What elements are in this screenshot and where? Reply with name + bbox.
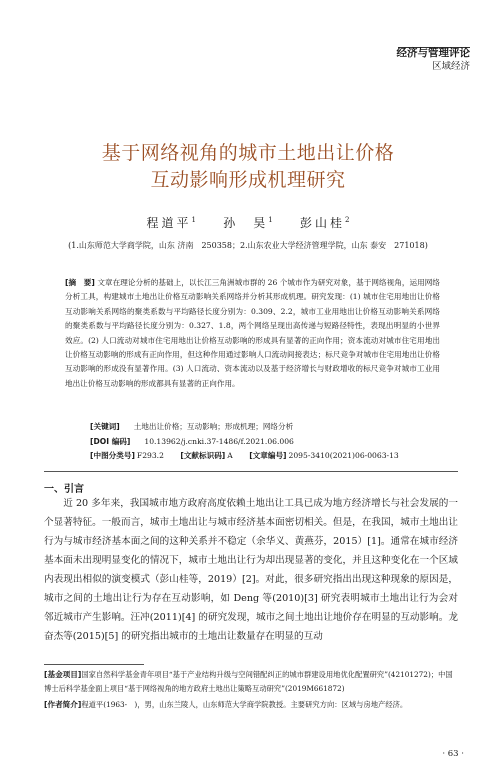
author-name: 彭山桂 xyxy=(300,216,346,230)
paper-title xyxy=(0,140,496,194)
body-text xyxy=(44,494,458,646)
journal-name: 经济与管理评论 xyxy=(396,47,470,59)
page-number: · 63 · xyxy=(442,749,464,759)
fund-label: [基金项目] xyxy=(44,670,82,679)
author-name: 孙 昊 xyxy=(223,216,269,230)
clc-label: [中图分类号] xyxy=(90,451,135,460)
column-name: 区域经济 xyxy=(431,61,470,72)
article-meta xyxy=(90,420,413,464)
author-affil-mark: 2 xyxy=(345,216,350,224)
keywords-label: [关键词] xyxy=(90,422,120,431)
abstract-text: 文章在理论分析的基础上，以长江三角洲城市群的 26 个城市作为研究对象，基于网络视角，运用网络分析工具，构建城市土地出让价格互动影响关系网络并分析其形成机理。研究发现：(1) 城市住宅用地出让价格互动影响关系网络的聚类系数与平均路径长度分别为：0.309、2.2，城市工业用地出让价格互动影响关系网络的聚类系数与平均路径长度分别为：0.327、1.8，两个网络呈现出高传递与短路径特性，表现出明显的小世界效应。(2) 人口流动对城市住宅用地出让价格互动影响的形成具有显著的正向作用；资本流动对城市住宅用地出让价格互动影响的形成有正向作用，但这种作用通过影响人口流动间接表达；标尺竞争对城市住宅用地出让价格互动影响的形成没有显著作用。(3) 人口流动、资本流动以及基于经济增长与财政增收的标尺竞争对城市工业用地出让价格互动影响的形成都具有显著的正向作用。 xyxy=(65,278,440,388)
clc: F293.2 xyxy=(136,451,164,460)
title-line-1: 基于网络视角的城市土地出让价格 xyxy=(101,142,395,164)
author-bio-text: 程道平(1963- )，男，山东兰陵人，山东师范大学商学院教授。主要研究方向：区域与房地产经济。 xyxy=(81,700,408,710)
body-paragraph: 近 20 多年来，我国城市地方政府高度依赖土地出让工具已成为地方经济增长与社会发展的一个显著特征。一般而言，城市土地出让与城市经济基本面密切相关。但是，在我国，城市土地出让行为与城市经济基本面之间的这种关系并不稳定（余华义、黄燕芬，2015）[1]。通常在城市经济基本面未出现明显变化的情况下，城市土地出让行为却出现显著的变化，并且这种变化在一个区域内表现出相似的演变模式（彭山桂等，2019）[2]。对此，很多研究指出出现这种现象的原因是，城市之间的土地出让行为存在互动影响，如 Deng 等(2010)[3] 研究表明城市土地出让行为会对邻近城市产生影响。汪冲(2011)[4] 的研究发现，城市之间土地出让地价存在明显的互动影响。龙奋杰等(2015)[5] 的研究指出城市的土地出让数量存在明显的互动 xyxy=(44,498,458,642)
article-number: 2095-3410(2021)06-0063-13 xyxy=(288,451,399,460)
author-bio-label: [作者简介] xyxy=(44,700,82,710)
keywords: 土地出让价格；互动影响；形成机理；网络分析 xyxy=(133,422,294,431)
section-divider xyxy=(44,471,458,472)
title-line-2: 互动影响形成机理研究 xyxy=(150,169,346,191)
footnote-rule xyxy=(44,664,144,665)
doi: 10.13962/j.cnki.37-1486/f.2021.06.006 xyxy=(144,436,294,446)
doccode-label: [文献标识码] xyxy=(180,451,226,460)
abstract xyxy=(65,276,440,391)
affiliation: (1.山东师范大学商学院，山东 济南 250358；2.山东农业大学经济管理学院，山东 泰安 271018) xyxy=(68,241,428,250)
doi-label: [DOI 编码] xyxy=(90,436,131,446)
author-name: 程道平 xyxy=(146,216,192,230)
author-list xyxy=(0,214,496,231)
author-affil-mark: 1 xyxy=(268,216,273,224)
footnotes xyxy=(44,668,458,715)
journal-header xyxy=(397,46,471,74)
author-affil-mark: 1 xyxy=(191,216,196,224)
doccode: A xyxy=(227,451,233,460)
article-number-label: [文章编号] xyxy=(249,451,287,460)
section-heading: 一、引言 xyxy=(44,484,84,495)
fund-text: 国家自然科学基金青年项目“基于产业结构升级与空间错配纠正的城市群建设用地优化配置研究”(42101272)；中国博士后科学基金面上项目“基于网络视角的地方政府土地出让策略互动研究”(2019M661872) xyxy=(44,670,453,693)
abstract-label: [摘 要] xyxy=(65,278,95,287)
